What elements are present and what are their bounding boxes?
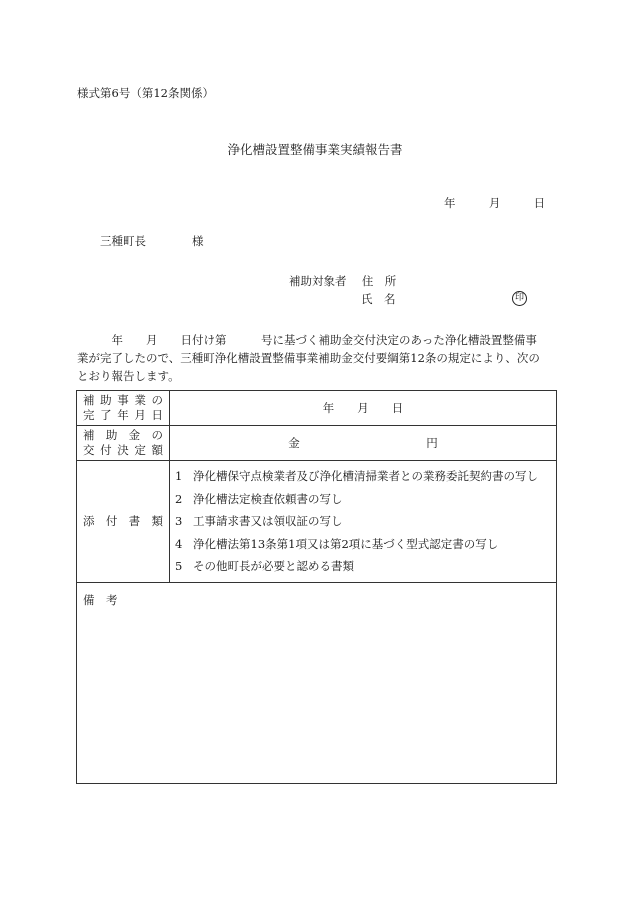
completion-label-char: 日	[151, 408, 163, 422]
amount-label-char: の	[151, 428, 163, 442]
completion-label-char: 月	[134, 408, 146, 422]
completion-label-char: 年	[117, 408, 129, 422]
attachment-text: 浄化槽法定検査依頼書の写し	[193, 491, 343, 506]
attachment-item	[175, 555, 551, 578]
completion-date-row	[77, 391, 557, 426]
completion-label-char: の	[151, 393, 163, 407]
name-label: 氏 名	[361, 292, 396, 306]
attachment-text: 工事請求書又は領収証の写し	[193, 514, 343, 529]
attachments-label-char: 書	[128, 513, 141, 528]
report-table	[76, 390, 557, 784]
subsidy-amount-value[interactable]: 金 円	[170, 426, 557, 461]
amount-label-char: 金	[128, 428, 141, 442]
attachments-label	[77, 461, 170, 583]
amount-label-line-2	[83, 443, 163, 458]
attachments-label-char: 付	[105, 513, 118, 528]
subsidy-amount-label	[77, 426, 170, 461]
attachment-text: その他町長が必要と認める書類	[193, 559, 354, 574]
completion-date-value[interactable]: 年 月 日	[170, 391, 557, 426]
attachment-item	[175, 488, 551, 511]
attachments-cell	[170, 461, 557, 583]
body-line-1: 年 月 日付け第 号に基づく補助金交付決定のあった浄化槽設置整備事	[77, 333, 537, 347]
date-month-label: 月	[488, 196, 501, 210]
attachment-text: 浄化槽法第13条第1項又は第2項に基づく型式認定書の写し	[193, 536, 499, 551]
amount-label-char: 助	[105, 428, 118, 442]
report-body-text	[77, 331, 557, 385]
attachment-number: 2	[175, 491, 183, 506]
amount-label-char: 定	[134, 443, 146, 457]
attachment-number: 4	[175, 536, 183, 551]
attachment-item	[175, 510, 551, 533]
date-year-label: 年	[444, 196, 456, 210]
report-date-line	[444, 198, 545, 210]
subsidy-target-label: 補助対象者	[289, 274, 347, 288]
completion-label-char: 業	[134, 393, 146, 407]
attachment-list	[170, 461, 556, 582]
completion-label-char: 補	[83, 393, 95, 407]
completion-label-char: 助	[100, 393, 112, 407]
attachment-number: 3	[175, 514, 183, 529]
attachments-label-text	[83, 514, 163, 529]
document-title: 浄化槽設置整備事業実績報告書	[227, 142, 403, 157]
remarks-row	[77, 582, 557, 783]
form-number: 様式第6号（第12条関係）	[77, 86, 214, 100]
attachment-text: 浄化槽保守点検業者及び浄化槽清掃業者との業務委託契約書の写し	[193, 469, 538, 483]
applicant-address-line	[289, 276, 396, 288]
attachment-number: 5	[175, 559, 183, 574]
amount-label-char: 決	[117, 443, 129, 457]
body-line-2: 業が完了したので、三種町浄化槽設置整備事業補助金交付要綱第12条の規定により、次の	[77, 351, 540, 365]
amount-label-char: 付	[100, 443, 112, 457]
remarks-cell[interactable]	[77, 582, 557, 783]
attachment-item	[175, 465, 551, 488]
completion-label-char: 事	[117, 393, 129, 407]
completion-label-line-1	[83, 393, 163, 408]
amount-label-line-1	[83, 428, 163, 443]
address-label: 住 所	[361, 274, 397, 288]
attachments-label-char: 添	[83, 513, 95, 528]
completion-label-line-2	[83, 408, 163, 423]
addressee-line	[100, 236, 204, 248]
body-line-3: とおり報告します。	[77, 369, 180, 383]
amount-label-char: 額	[151, 443, 163, 457]
date-day-label: 日	[533, 196, 546, 210]
completion-label-char: 了	[100, 408, 112, 422]
subsidy-amount-row	[77, 426, 557, 461]
completion-date-label	[77, 391, 170, 426]
attachment-item	[175, 533, 551, 556]
remarks-label: 備 考	[83, 592, 118, 607]
addressee-honorific: 様	[192, 234, 204, 248]
attachments-label-char: 類	[151, 513, 163, 528]
attachment-number: 1	[175, 469, 183, 483]
completion-label-char: 完	[83, 408, 95, 422]
seal-mark: 印	[512, 291, 527, 306]
amount-label-char: 交	[83, 443, 95, 457]
addressee-name: 三種町長	[100, 234, 146, 248]
amount-label-char: 補	[83, 428, 95, 442]
attachments-row	[77, 461, 557, 583]
